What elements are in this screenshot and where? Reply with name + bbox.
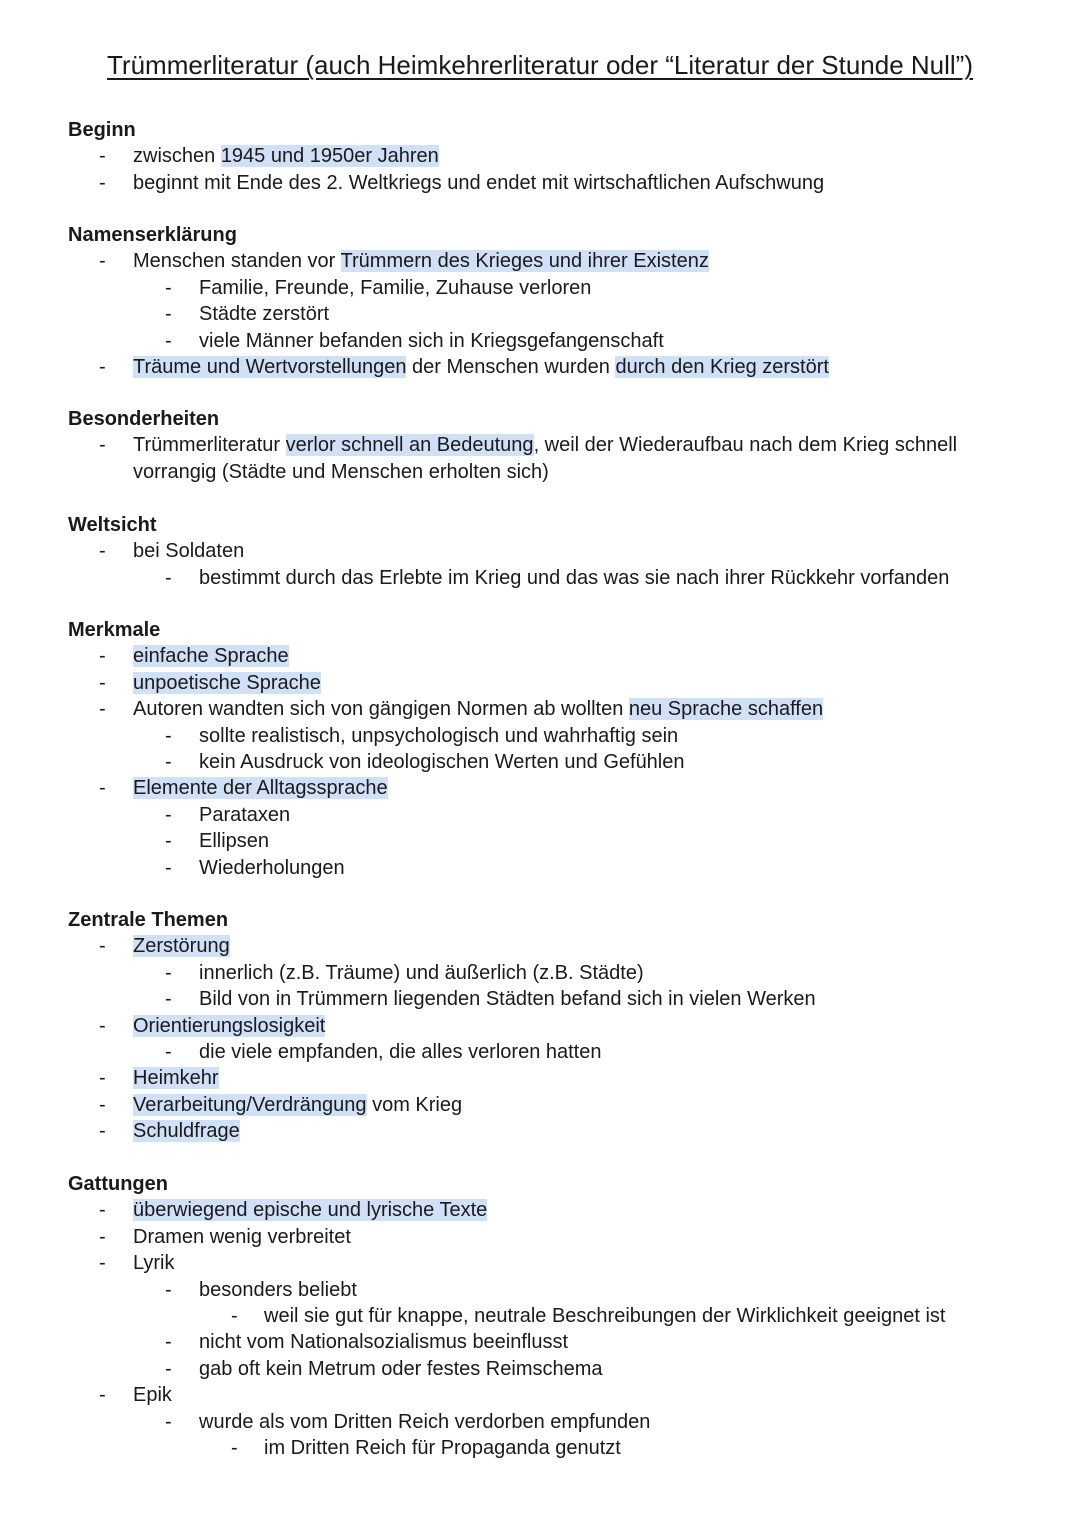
- text-run: Ellipsen: [199, 830, 270, 853]
- list-item-text: [133, 670, 321, 696]
- list-item-text: [133, 170, 824, 196]
- bullet-dash: -: [165, 988, 172, 1011]
- text-run: zwischen: [133, 145, 221, 168]
- list-item-text: [199, 1039, 601, 1065]
- bullet-dash: -: [99, 935, 106, 958]
- bullet-dash: -: [99, 356, 106, 378]
- text-run: gab oft kein Metrum oder festes Reimschema: [199, 1357, 603, 1380]
- highlighted-text: durch den Krieg zerstört: [615, 356, 829, 378]
- text-run: , weil der Wiederaufbau nach dem Krieg schnell vorrangig (Städte und Menschen erholten sich): [133, 434, 958, 483]
- section-heading: Zentrale Themen: [68, 909, 229, 931]
- section-heading: Merkmale: [68, 619, 161, 641]
- text-run: Wiederholungen: [199, 856, 345, 879]
- list-item-text: [199, 1409, 650, 1435]
- bullet-dash: -: [165, 276, 172, 299]
- list-item-text: [199, 1277, 357, 1303]
- bullet-dash: -: [165, 830, 172, 853]
- list-item-text: [133, 354, 829, 380]
- text-run: bestimmt durch das Erlebte im Krieg und das was sie nach ihrer Rückkehr vorfanden: [199, 566, 950, 589]
- bullet-dash: -: [99, 1093, 106, 1116]
- highlighted-text: überwiegend epische und lyrische Texte: [133, 1199, 488, 1222]
- text-run: viele Männer befanden sich in Kriegsgefangenschaft: [199, 329, 664, 352]
- text-run: kein Ausdruck von ideologischen Werten und Gefühlen: [199, 751, 685, 773]
- highlighted-text: Schuldfrage: [133, 1120, 240, 1143]
- list-item-text: [199, 1356, 603, 1382]
- text-run: der Menschen wurden: [406, 356, 616, 378]
- bullet-dash: -: [99, 1199, 106, 1222]
- text-run: Lyrik: [133, 1252, 175, 1275]
- section-heading: Besonderheiten: [68, 408, 220, 430]
- bullet-dash: -: [165, 803, 172, 826]
- text-run: im Dritten Reich für Propaganda genutzt: [264, 1437, 621, 1459]
- bullet-dash: -: [165, 856, 172, 879]
- list-item-text: [133, 1013, 325, 1039]
- list-item-text: [264, 1303, 945, 1329]
- list-item-text: [133, 432, 973, 485]
- list-item-text: [133, 1250, 174, 1276]
- section-heading: Namenserklärung: [68, 224, 237, 246]
- text-run: Familie, Freunde, Familie, Zuhause verloren: [199, 276, 592, 299]
- text-run: Epik: [133, 1384, 172, 1407]
- highlighted-text: Verarbeitung/Verdrängung: [133, 1093, 367, 1116]
- bullet-dash: -: [165, 961, 172, 984]
- list-item-text: [133, 1118, 240, 1144]
- text-run: vom Krieg: [366, 1093, 463, 1116]
- bullet-dash: -: [99, 645, 106, 668]
- document-title: Trümmerliteratur (auch Heimkehrerliteratur oder “Literatur der Stunde Null”): [107, 50, 973, 80]
- section-heading: Beginn: [68, 119, 136, 141]
- list-item-text: [133, 1197, 487, 1223]
- text-run: Parataxen: [199, 803, 291, 826]
- text-run: Bild von in Trümmern liegenden Städten befand sich in vielen Werken: [199, 988, 816, 1011]
- list-item-text: [133, 1382, 172, 1408]
- list-item-text: [133, 775, 388, 801]
- bullet-dash: -: [99, 1067, 106, 1090]
- bullet-dash: -: [99, 540, 106, 563]
- bullet-dash: -: [165, 303, 172, 326]
- list-item-text: [199, 328, 664, 354]
- bullet-dash: -: [165, 1410, 172, 1433]
- list-item-text: [133, 248, 709, 274]
- list-item-text: [199, 749, 685, 775]
- bullet-dash: -: [165, 751, 172, 773]
- highlighted-text: einfache Sprache: [133, 645, 289, 668]
- bullet-dash: -: [231, 1437, 238, 1459]
- highlighted-text: neu Sprache schaffen: [628, 698, 824, 721]
- bullet-dash: -: [99, 171, 106, 194]
- bullet-dash: -: [99, 698, 106, 721]
- text-run: Autoren wandten sich von gängigen Normen ab wollten: [133, 698, 629, 721]
- bullet-dash: -: [99, 1384, 106, 1407]
- highlighted-text: Orientierungslosigkeit: [133, 1014, 326, 1037]
- text-run: beginnt mit Ende des 2. Weltkriegs und endet mit wirtschaftlichen Aufschwung: [133, 171, 825, 194]
- text-run: sollte realistisch, unpsychologisch und wahrhaftig sein: [199, 724, 679, 747]
- highlighted-text: 1945 und 1950er Jahren: [220, 145, 439, 168]
- text-run: Städte zerstört: [199, 303, 330, 326]
- text-run: wurde als vom Dritten Reich verdorben empfunden: [199, 1410, 651, 1433]
- list-item-text: [199, 986, 816, 1012]
- bullet-dash: -: [165, 724, 172, 747]
- list-item-text: [199, 802, 290, 828]
- text-run: Dramen wenig verbreitet: [133, 1225, 351, 1248]
- text-run: besonders beliebt: [199, 1278, 357, 1301]
- text-run: bei Soldaten: [133, 540, 245, 563]
- bullet-dash: -: [99, 1120, 106, 1143]
- list-item-text: [199, 565, 949, 591]
- list-item-text: [133, 696, 823, 722]
- list-item-text: [133, 538, 244, 564]
- list-item-text: [199, 275, 591, 301]
- bullet-dash: -: [99, 1225, 106, 1248]
- list-item-text: [199, 723, 678, 749]
- bullet-dash: -: [231, 1305, 238, 1327]
- highlighted-text: Heimkehr: [133, 1067, 219, 1090]
- highlighted-text: Zerstörung: [133, 935, 230, 958]
- bullet-dash: -: [165, 1041, 172, 1063]
- highlighted-text: Trümmern des Krieges und ihrer Existenz: [340, 250, 709, 273]
- bullet-dash: -: [99, 434, 106, 457]
- list-item-text: [133, 1092, 462, 1118]
- text-run: weil sie gut für knappe, neutrale Beschreibungen der Wirklichkeit geeignet ist: [264, 1305, 946, 1327]
- list-item-text: [133, 643, 289, 669]
- list-item-text: [264, 1435, 621, 1461]
- list-item-text: [133, 1224, 351, 1250]
- text-run: nicht vom Nationalsozialismus beeinflusst: [199, 1331, 569, 1354]
- bullet-dash: -: [99, 250, 106, 273]
- list-item-text: [199, 960, 644, 986]
- bullet-dash: -: [165, 1331, 172, 1354]
- list-item-text: [199, 855, 345, 881]
- bullet-dash: -: [165, 566, 172, 589]
- bullet-dash: -: [99, 145, 106, 168]
- highlighted-text: verlor schnell an Bedeutung: [285, 434, 534, 457]
- bullet-dash: -: [99, 777, 106, 800]
- section-heading: Gattungen: [68, 1173, 168, 1195]
- list-item-text: [199, 828, 269, 854]
- bullet-dash: -: [165, 329, 172, 352]
- list-item-text: [199, 1329, 568, 1355]
- list-item-text: [133, 1065, 219, 1091]
- highlighted-text: Träume und Wertvorstellungen: [133, 356, 407, 378]
- list-item-text: [199, 301, 329, 327]
- highlighted-text: unpoetische Sprache: [133, 671, 321, 694]
- section-heading: Weltsicht: [68, 514, 157, 536]
- text-run: Menschen standen vor: [133, 250, 341, 273]
- list-item-text: [133, 143, 439, 169]
- bullet-dash: -: [99, 671, 106, 694]
- text-run: innerlich (z.B. Träume) und äußerlich (z.B. Städte): [199, 961, 644, 984]
- list-item-text: [133, 933, 230, 959]
- bullet-dash: -: [165, 1278, 172, 1301]
- text-run: die viele empfanden, die alles verloren hatten: [199, 1041, 602, 1063]
- highlighted-text: Elemente der Alltagssprache: [133, 777, 388, 800]
- text-run: Trümmerliteratur: [133, 434, 286, 457]
- bullet-dash: -: [99, 1014, 106, 1037]
- bullet-dash: -: [99, 1252, 106, 1275]
- bullet-dash: -: [165, 1357, 172, 1380]
